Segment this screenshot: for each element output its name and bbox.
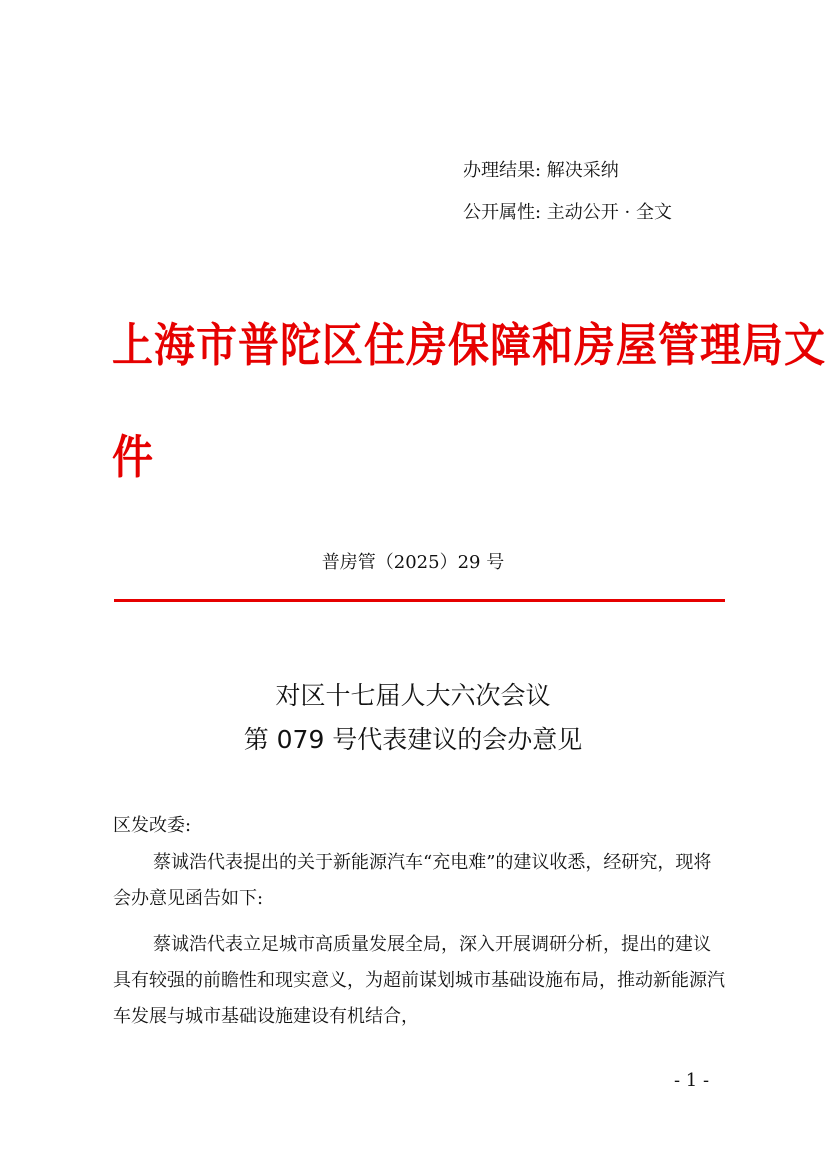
- result-label: 办理结果: [463, 160, 535, 181]
- paragraph-2: [113, 927, 725, 1035]
- paragraph-1-text: [113, 845, 725, 917]
- paragraph-1: [113, 845, 725, 917]
- public-label: 公开属性: [463, 202, 535, 223]
- result-colon: :: [535, 160, 547, 181]
- issuer-heading-line2: 件: [112, 430, 154, 484]
- document-title-line1: 对区十七届人大六次会议: [275, 681, 551, 710]
- meta-public: [463, 202, 672, 224]
- document-number: 普房管（2025）29 号: [321, 552, 505, 573]
- public-value: 主动公开 · 全文: [546, 202, 672, 223]
- salutation: 区发改委:: [113, 815, 192, 836]
- red-divider: [114, 599, 725, 602]
- meta-result: [463, 160, 619, 182]
- result-value: 解决采纳: [546, 160, 619, 181]
- public-colon: :: [535, 202, 547, 223]
- issuer-heading-line1: 上海市普陀区住房保障和房屋管理局文: [112, 318, 826, 372]
- page-number: - 1 -: [674, 1070, 710, 1091]
- document-title-line2: 第 079 号代表建议的会办意见: [243, 725, 583, 754]
- paragraph-2-content: 蔡诚浩代表立足城市高质量发展全局，深入开展调研分析，提出的建议具有较强的前瞻性和现实意义，为超前谋划城市基础设施布局，推动新能源汽车发展与城市基础设施建设有机结合，: [113, 934, 725, 1027]
- paragraph-2-text: [113, 927, 725, 1035]
- paragraph-1-content: 蔡诚浩代表提出的关于新能源汽车“充电难”的建议收悉，经研究，现将会办意见函告如下:: [113, 852, 712, 909]
